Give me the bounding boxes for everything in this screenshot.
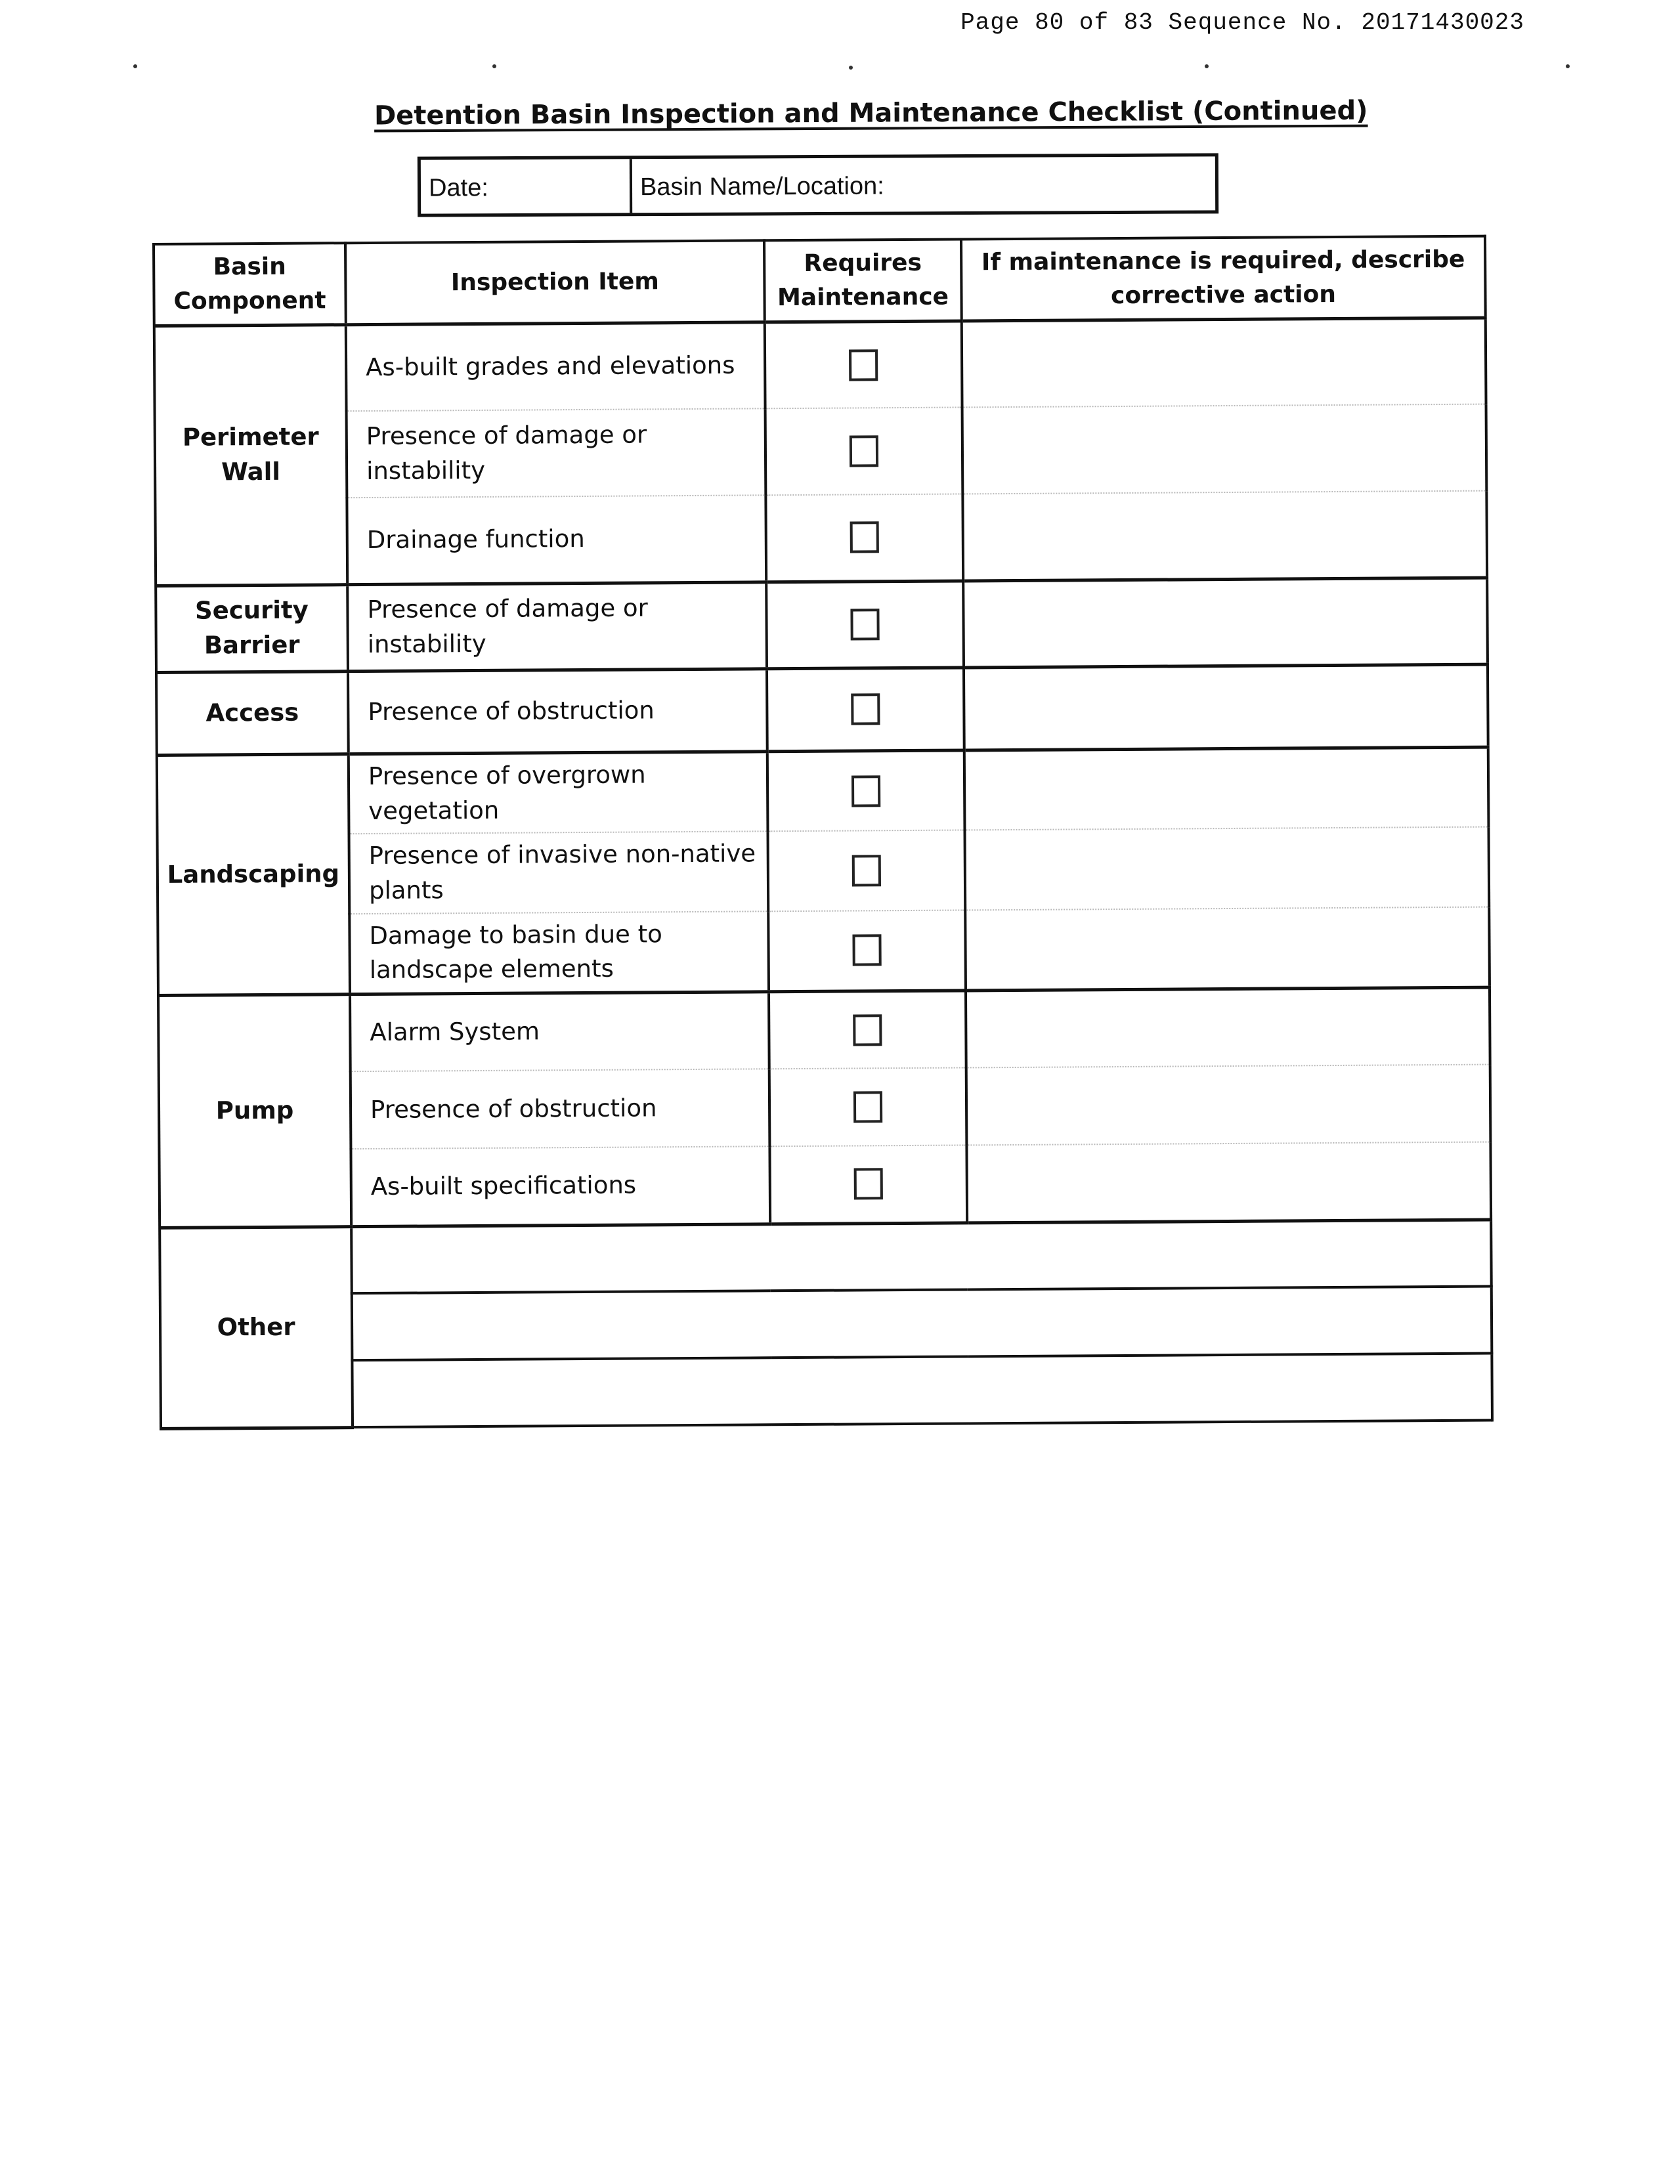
corrective-action-cell[interactable] [966,987,1490,1068]
maintenance-checkbox-cell [765,494,963,582]
component-landscaping: Landscaping [157,754,350,995]
maintenance-checkbox-cell [765,320,962,408]
other-entry-line[interactable] [352,1354,1492,1428]
maintenance-checkbox[interactable] [850,435,878,467]
inspection-item: Presence of obstruction [351,1069,770,1149]
scan-mark [849,66,853,70]
basin-location-label: Basin Name/Location: [639,172,884,202]
maintenance-checkbox[interactable] [850,609,879,640]
other-entry-line[interactable] [352,1287,1492,1361]
header-requires-maintenance: Requires Maintenance [764,239,962,322]
inspection-item: Drainage function [347,495,766,584]
table-row [160,1287,1492,1361]
table-row [157,747,1489,835]
corrective-action-cell[interactable] [965,907,1490,991]
maintenance-checkbox[interactable] [850,521,879,553]
maintenance-checkbox[interactable] [852,934,881,966]
maintenance-checkbox-cell [769,1145,967,1224]
inspection-item: Alarm System [350,991,769,1071]
component-pump: Pump [158,994,351,1228]
maintenance-checkbox[interactable] [854,1168,883,1199]
header-corrective-action: If maintenance is required, describe corrective action [961,236,1486,321]
maintenance-checkbox[interactable] [849,349,878,381]
maintenance-checkbox[interactable] [853,1091,882,1123]
date-location-box [418,153,1218,217]
table-row [159,1065,1491,1150]
corrective-action-cell[interactable] [966,1142,1491,1223]
inspection-item: Presence of damage or instability [347,408,766,498]
checklist-table-wrapper [152,235,1491,1430]
page-sequence-header: Page 80 of 83 Sequence No. 20171430023 [960,9,1524,36]
maintenance-checkbox[interactable] [851,693,880,725]
maintenance-checkbox-cell [767,830,965,911]
table-row [154,318,1486,412]
maintenance-checkbox-cell [769,1067,967,1146]
inspection-item: Presence of invasive non-native plants [349,831,769,914]
maintenance-checkbox-cell [768,910,966,991]
table-row [155,404,1487,499]
scan-mark [1205,64,1209,68]
table-row [158,987,1490,1073]
corrective-action-cell[interactable] [963,578,1488,668]
inspection-item: As-built specifications [351,1146,770,1226]
maintenance-checkbox[interactable] [852,855,881,886]
date-field[interactable] [421,159,632,213]
inspection-item: Presence of overgrown vegetation [349,751,768,834]
inspection-item: Presence of damage or instability [347,582,767,671]
corrective-action-cell[interactable] [964,664,1488,750]
component-other: Other [160,1226,353,1428]
page-title: Detention Basin Inspection and Maintenance Checklist (Continued) [374,95,1368,131]
table-row [158,827,1490,915]
component-security-barrier: Security Barrier [156,584,348,672]
maintenance-checkbox[interactable] [851,775,880,807]
table-row [156,578,1488,672]
maintenance-checkbox[interactable] [853,1014,882,1046]
scan-mark [1566,64,1570,68]
inspection-item: As-built grades and elevations [346,322,765,411]
maintenance-checkbox-cell [767,667,964,751]
table-row [156,664,1488,755]
table-row [155,491,1487,586]
basin-location-field[interactable] [632,158,892,213]
table-row [158,907,1490,995]
other-entry-line[interactable] [351,1220,1492,1294]
component-access: Access [156,671,349,755]
inspection-item: Damage to basin due to landscape elements [349,911,769,994]
header-basin-component: Basin Component [154,243,346,326]
corrective-action-cell[interactable] [962,404,1487,494]
scan-mark [133,64,137,68]
maintenance-checkbox-cell [767,750,965,831]
corrective-action-cell[interactable] [962,318,1486,408]
corrective-action-cell[interactable] [964,827,1489,910]
maintenance-checkbox-cell [765,407,963,495]
table-header-row [154,236,1486,326]
maintenance-checkbox-cell [766,580,964,668]
date-label: Date: [428,174,488,202]
inspection-item: Presence of obstruction [348,668,767,754]
header-inspection-item: Inspection Item [345,240,765,324]
table-row [159,1142,1491,1228]
corrective-action-cell[interactable] [964,747,1489,830]
maintenance-checkbox-cell [769,990,966,1069]
table-row [160,1220,1492,1295]
component-perimeter-wall: Perimeter Wall [154,324,347,586]
corrective-action-cell[interactable] [966,1065,1491,1146]
corrective-action-cell[interactable] [962,491,1487,581]
inspection-checklist-table [152,235,1494,1430]
scan-mark [492,64,496,68]
table-row [160,1354,1492,1428]
